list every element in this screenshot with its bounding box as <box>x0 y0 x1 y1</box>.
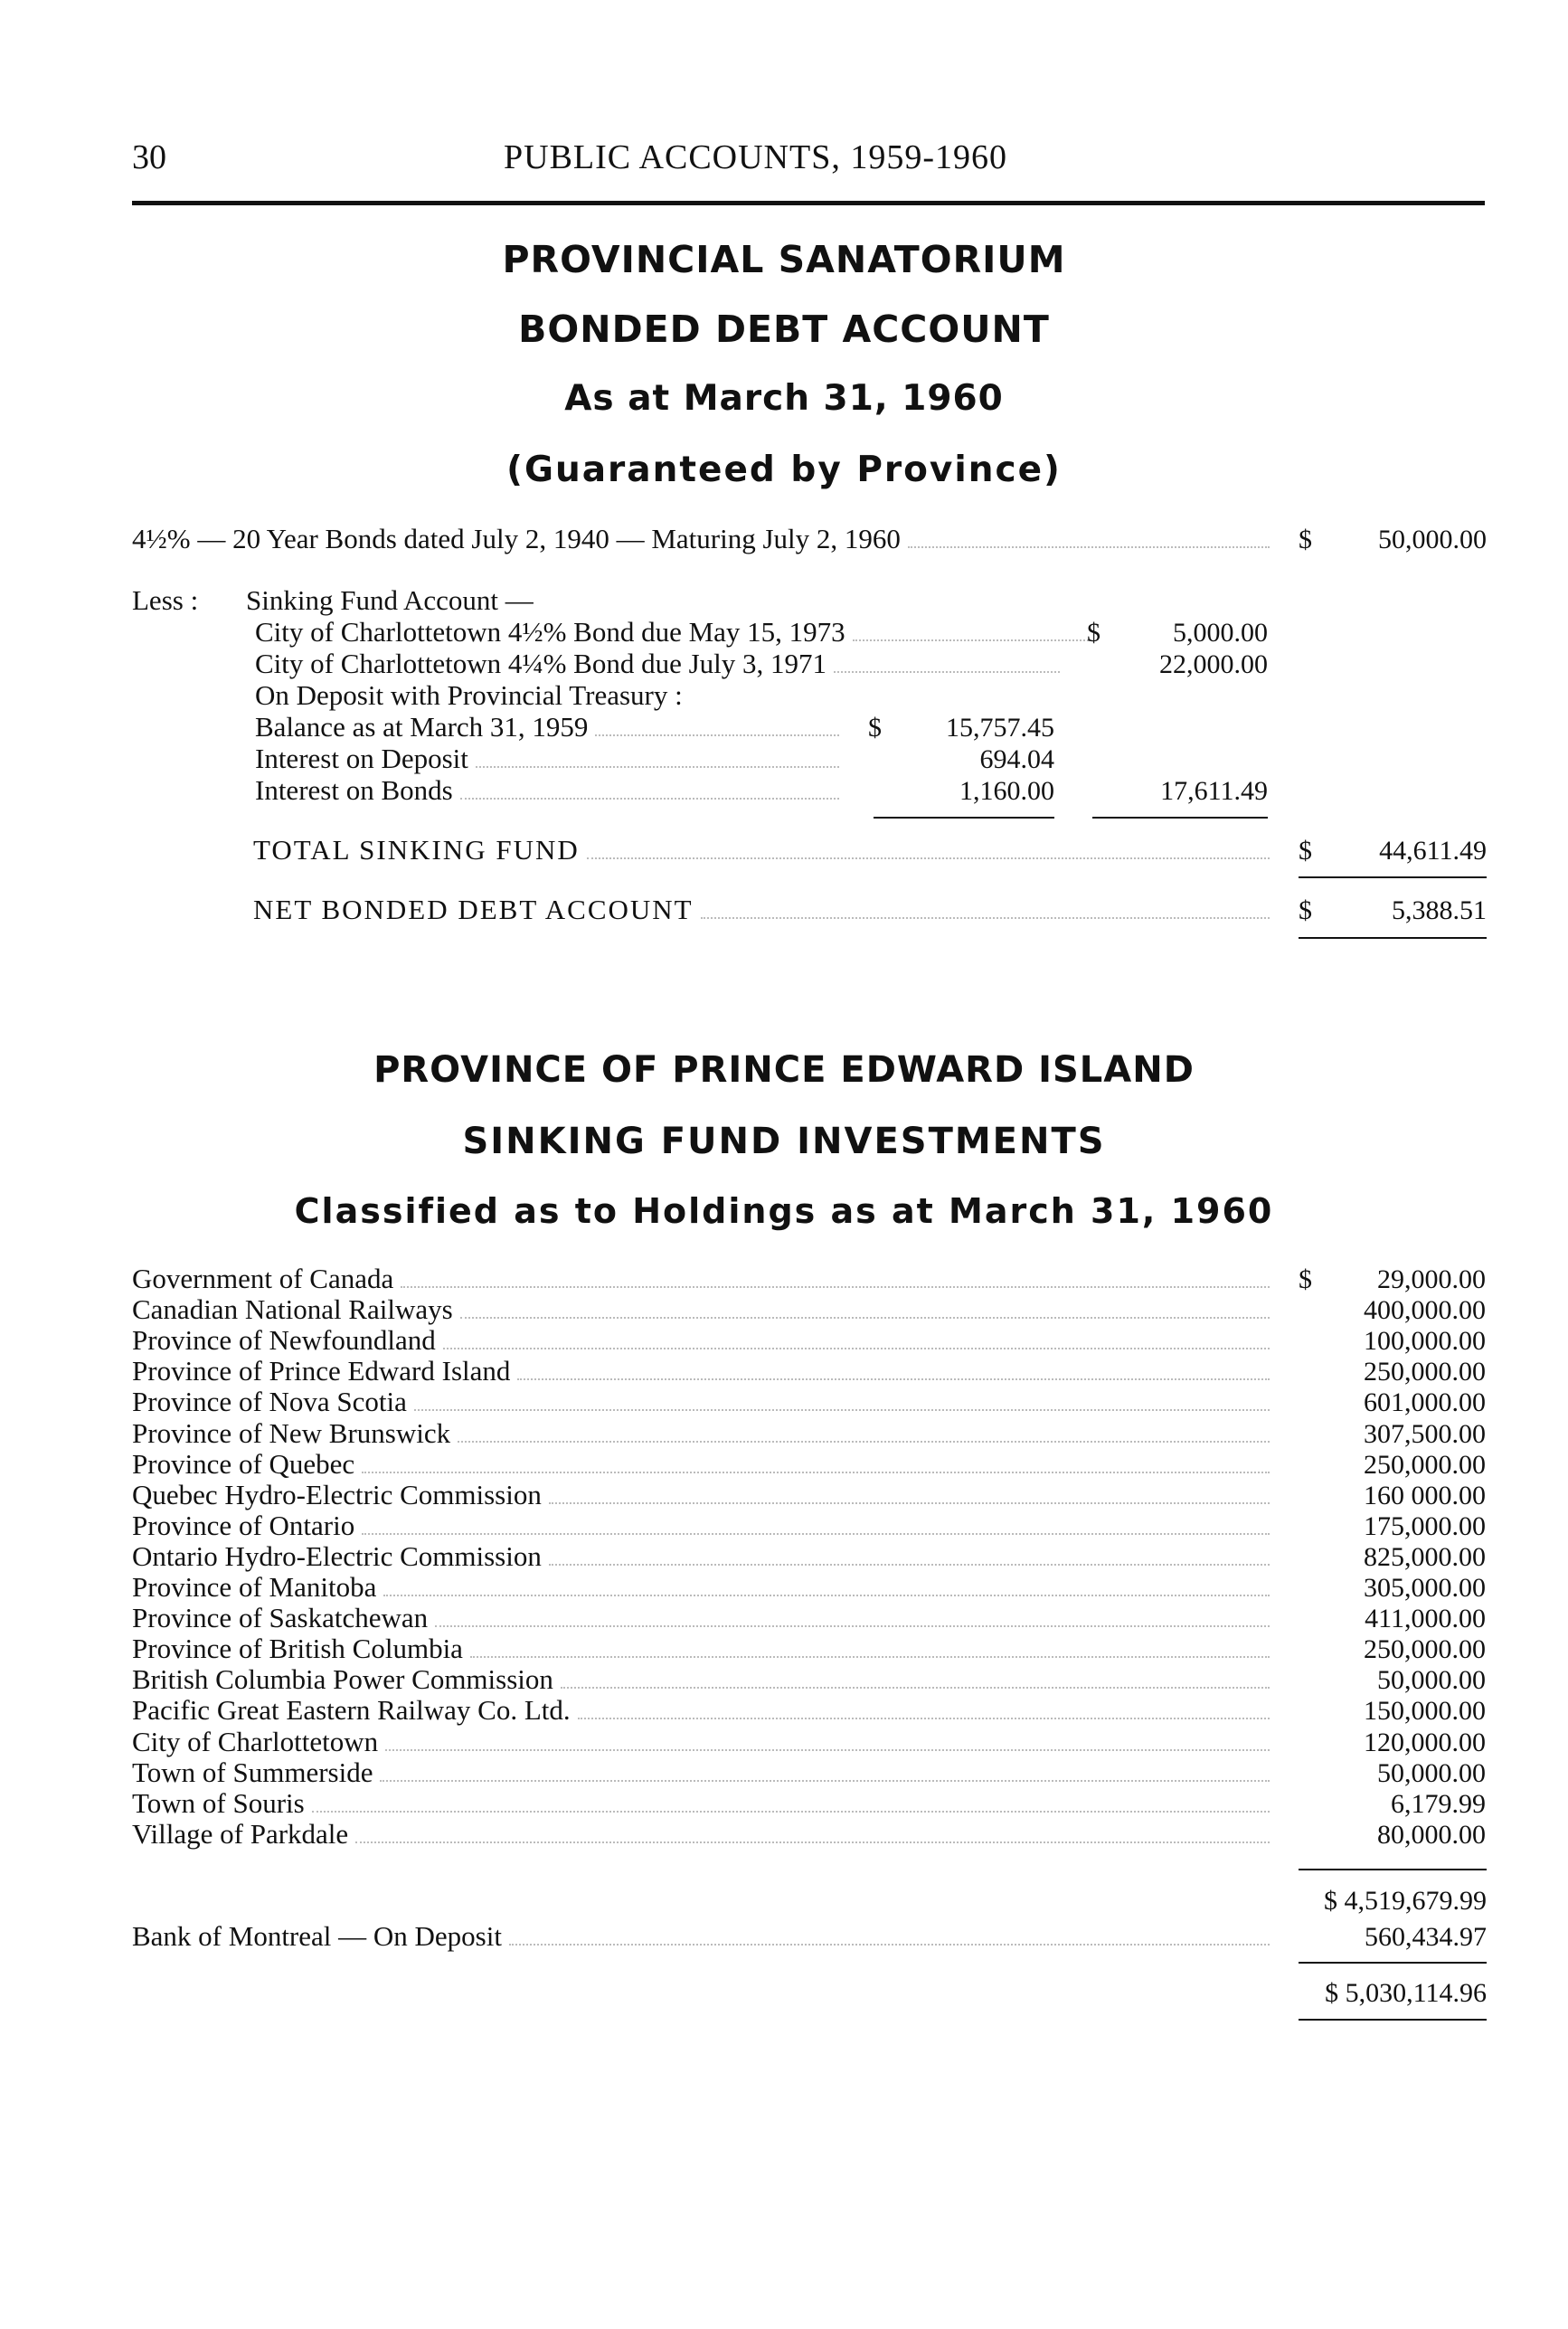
subtotal-rule <box>874 817 1054 819</box>
leader-dots <box>414 1409 1270 1411</box>
investment-amount: 250,000.00 <box>1364 1357 1486 1387</box>
leader-dots <box>578 1718 1270 1719</box>
net-label: NET BONDED DEBT ACCOUNT <box>253 894 694 925</box>
bond-line-label: 4½% — 20 Year Bonds dated July 2, 1940 — Maturing July 2, 1960 <box>132 523 901 554</box>
leader-dots <box>458 1441 1270 1443</box>
guaranteed-note: (Guaranteed by Province) <box>506 450 1062 490</box>
investment-amount: 120,000.00 <box>1364 1728 1486 1757</box>
leader-dots <box>435 1625 1270 1627</box>
leader-dots <box>470 1656 1270 1658</box>
item2-label: City of Charlottetown 4¼% Bond due July 3, 1971 <box>255 648 827 679</box>
investment-label: Province of Prince Edward Island <box>132 1355 511 1387</box>
item-row-2 <box>255 649 1060 677</box>
interest-deposit-amount: 694.04 <box>979 744 1054 774</box>
investment-amount: 50,000.00 <box>1377 1758 1486 1788</box>
bank-amount: 560,434.97 <box>1365 1922 1487 1952</box>
investments-grand-total: $ 5,030,114.96 <box>1325 1978 1487 2008</box>
leader-dots <box>443 1348 1270 1349</box>
bond-currency: $ <box>1299 525 1312 554</box>
investment-label: Province of Newfoundland <box>132 1324 436 1356</box>
sinking-fund-account-label: Sinking Fund Account — <box>246 584 534 616</box>
investment-row <box>132 1450 1270 1478</box>
investment-amount: 400,000.00 <box>1364 1295 1486 1325</box>
leader-dots <box>460 1317 1270 1319</box>
interest-deposit-label: Interest on Deposit <box>255 743 468 774</box>
investment-amount: 825,000.00 <box>1364 1542 1486 1572</box>
leader-dots <box>362 1472 1270 1473</box>
deposit-label: On Deposit with Provincial Treasury : <box>255 679 683 711</box>
leader-dots <box>853 639 1089 641</box>
investment-label: Town of Souris <box>132 1787 305 1819</box>
investment-label: Province of Quebec <box>132 1448 355 1480</box>
investment-row <box>132 1634 1270 1662</box>
investment-label: Province of Manitoba <box>132 1571 377 1603</box>
first-currency: $ <box>1299 1264 1312 1294</box>
investment-amount: 160 000.00 <box>1364 1481 1486 1510</box>
investment-label: Ontario Hydro-Electric Commission <box>132 1540 542 1572</box>
investment-row <box>132 1573 1270 1601</box>
as-at-date: As at March 31, 1960 <box>564 378 1004 419</box>
investment-row <box>132 1357 1270 1385</box>
investment-amount: 80,000.00 <box>1377 1820 1486 1850</box>
investment-label: Province of Ontario <box>132 1510 355 1541</box>
header-rule <box>132 201 1485 205</box>
total-row <box>253 836 1270 864</box>
item2-amount: 22,000.00 <box>1159 649 1268 679</box>
total-amount: 44,611.49 <box>1379 836 1487 866</box>
investment-label: Canadian National Railways <box>132 1293 453 1325</box>
subtotal-rule <box>1299 1869 1487 1870</box>
net-currency: $ <box>1299 895 1312 925</box>
leader-dots <box>460 798 839 800</box>
leader-dots <box>834 671 1060 673</box>
investment-amount: 250,000.00 <box>1364 1634 1486 1664</box>
classified-heading: Classified as to Holdings as at March 31, 1960 <box>294 1191 1274 1231</box>
bank-row <box>132 1922 1270 1950</box>
balance-currency: $ <box>868 713 882 743</box>
investment-row <box>132 1511 1270 1539</box>
leader-dots <box>355 1841 1270 1843</box>
total-label: TOTAL SINKING FUND <box>253 834 580 866</box>
less-label: Less : <box>132 584 199 616</box>
investment-amount: 175,000.00 <box>1364 1511 1486 1541</box>
investment-row <box>132 1820 1270 1848</box>
total-rule <box>1299 876 1487 878</box>
investment-label: Quebec Hydro-Electric Commission <box>132 1479 542 1510</box>
investment-label: Province of British Columbia <box>132 1633 463 1664</box>
bond-amount: 50,000.00 <box>1378 525 1487 554</box>
page-number: 30 <box>132 138 166 176</box>
leader-dots <box>385 1749 1270 1751</box>
item1-amount: 5,000.00 <box>1173 618 1268 648</box>
investment-row <box>132 1604 1270 1632</box>
leader-dots <box>595 734 839 736</box>
investments-subtitle: SINKING FUND INVESTMENTS <box>462 1121 1106 1162</box>
item1-label: City of Charlottetown 4½% Bond due May 15, 1973 <box>255 616 845 648</box>
investment-label: Province of Saskatchewan <box>132 1602 429 1633</box>
subtotal-rule <box>1092 817 1268 819</box>
investment-label: Pacific Great Eastern Railway Co. Ltd. <box>132 1694 571 1726</box>
investment-row <box>132 1789 1270 1817</box>
investment-label: British Columbia Power Commission <box>132 1663 553 1695</box>
leader-dots <box>701 917 1270 919</box>
balance-label: Balance as at March 31, 1959 <box>255 711 589 743</box>
bank-label: Bank of Montreal — On Deposit <box>132 1920 502 1952</box>
investment-amount: 100,000.00 <box>1364 1326 1486 1356</box>
leader-dots <box>587 857 1270 859</box>
leader-dots <box>908 546 1270 548</box>
investment-amount: 29,000.00 <box>1377 1264 1486 1294</box>
grand-total-rule <box>1299 2019 1487 2021</box>
investment-label: Town of Summerside <box>132 1756 373 1788</box>
leader-dots <box>476 766 839 768</box>
investment-row <box>132 1758 1270 1786</box>
investment-row <box>132 1665 1270 1693</box>
leader-dots <box>401 1286 1270 1288</box>
investment-row <box>132 1419 1270 1447</box>
investment-row <box>132 1264 1270 1292</box>
item-row-1 <box>255 618 1089 646</box>
item1-currency: $ <box>1087 618 1100 648</box>
leader-dots <box>380 1780 1270 1782</box>
running-title: PUBLIC ACCOUNTS, 1959-1960 <box>504 138 1007 176</box>
investment-label: Province of Nova Scotia <box>132 1386 407 1417</box>
investment-row <box>132 1728 1270 1756</box>
deposit-total-amount: 17,611.49 <box>1160 776 1268 806</box>
investment-amount: 6,179.99 <box>1391 1789 1486 1819</box>
leader-dots <box>561 1687 1270 1689</box>
leader-dots <box>549 1564 1270 1566</box>
bond-line <box>132 525 1270 553</box>
interest-bonds-amount: 1,160.00 <box>959 776 1054 806</box>
investment-amount: 307,500.00 <box>1364 1419 1486 1449</box>
interest-bonds-label: Interest on Bonds <box>255 774 453 806</box>
leader-dots <box>517 1378 1270 1380</box>
investment-amount: 50,000.00 <box>1377 1665 1486 1695</box>
investments-title: PROVINCE OF PRINCE EDWARD ISLAND <box>373 1049 1195 1091</box>
bonded-debt-title: BONDED DEBT ACCOUNT <box>518 308 1050 351</box>
investment-label: City of Charlottetown <box>132 1726 379 1757</box>
investment-label: Province of New Brunswick <box>132 1417 451 1449</box>
investment-amount: 250,000.00 <box>1364 1450 1486 1480</box>
investment-amount: 150,000.00 <box>1364 1696 1486 1726</box>
investment-label: Village of Parkdale <box>132 1818 349 1850</box>
grand-total-rule <box>1299 1962 1487 1964</box>
investment-row <box>132 1696 1270 1724</box>
net-amount: 5,388.51 <box>1392 895 1487 925</box>
leader-dots <box>549 1502 1270 1504</box>
investment-row <box>132 1295 1270 1323</box>
investment-row <box>132 1481 1270 1509</box>
investment-row <box>132 1326 1270 1354</box>
sanatorium-title: PROVINCIAL SANATORIUM <box>502 238 1066 281</box>
leader-dots <box>509 1944 1270 1946</box>
investment-row <box>132 1387 1270 1415</box>
interest-deposit-row <box>255 744 839 772</box>
investment-amount: 411,000.00 <box>1365 1604 1486 1633</box>
net-rule <box>1299 937 1487 939</box>
total-currency: $ <box>1299 836 1312 866</box>
interest-bonds-row <box>255 776 839 804</box>
investment-amount: 601,000.00 <box>1364 1387 1486 1417</box>
investment-amount: 305,000.00 <box>1364 1573 1486 1603</box>
leader-dots <box>362 1533 1270 1535</box>
leader-dots <box>383 1595 1270 1596</box>
investment-label: Government of Canada <box>132 1263 394 1294</box>
balance-amount: 15,757.45 <box>946 713 1054 743</box>
net-row <box>253 895 1270 923</box>
investments-subtotal: $ 4,519,679.99 <box>1324 1886 1487 1916</box>
leader-dots <box>312 1811 1270 1813</box>
balance-row <box>255 713 839 741</box>
investment-row <box>132 1542 1270 1570</box>
